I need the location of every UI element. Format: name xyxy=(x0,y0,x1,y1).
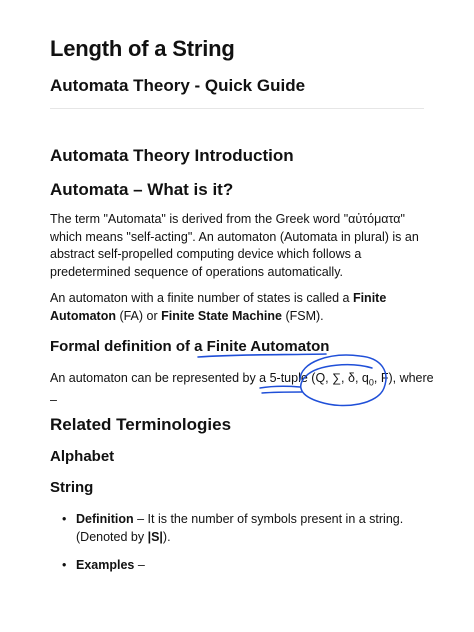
bold-term: Examples xyxy=(76,558,135,572)
list-item-examples xyxy=(50,557,436,575)
paragraph-text: An automaton can be represented by a xyxy=(50,371,270,385)
bold-term: Finite Automaton xyxy=(50,291,387,323)
page-title: Length of a String xyxy=(50,36,235,61)
tuple-open: (Q, ∑, δ, q xyxy=(307,371,369,385)
paragraph-text: The term "Automata" is derived from the Greek word "αὐτόματα" which means "self-acting". An automaton (Automata in plural) is an abstract self-propelled computing device which follows a predetermined sequence of operations automatically. xyxy=(50,212,419,279)
formal-definition-heading xyxy=(50,338,329,355)
bullet-list xyxy=(50,511,436,586)
subheading-alphabet: Alphabet xyxy=(50,448,115,465)
heading-underlined-term: Finite Automaton xyxy=(206,338,330,355)
paragraph-finite-automaton xyxy=(50,290,436,325)
list-text: – xyxy=(134,558,145,572)
divider xyxy=(50,108,424,109)
paragraph-text: (FA) or xyxy=(115,308,162,323)
bold-term: |S| xyxy=(147,529,163,544)
paragraph-definition xyxy=(50,211,436,281)
paragraph-text: An automaton with a finite number of states is called a xyxy=(50,291,353,305)
heading-prefix: Formal definition of a xyxy=(50,338,207,355)
subheading-string: String xyxy=(50,479,94,496)
list-text: ). xyxy=(162,529,171,544)
list-text: – It is the number of symbols present in a string. (Denoted by xyxy=(76,512,404,544)
paragraph-text: (FSM). xyxy=(281,308,324,323)
paragraph-text: , where – xyxy=(50,371,434,407)
page-subtitle: Automata Theory - Quick Guide xyxy=(50,76,306,95)
bullet-dot: • xyxy=(62,512,67,526)
tuple-subscript: 0 xyxy=(368,377,374,388)
section-heading-related: Related Terminologies xyxy=(50,415,232,434)
bold-term: Definition xyxy=(76,512,134,526)
list-item-definition xyxy=(50,511,436,546)
tuple-word: 5-tuple xyxy=(269,371,308,385)
tuple-close: , F) xyxy=(373,371,393,385)
section-heading-what: Automata – What is it? xyxy=(50,180,234,199)
section-heading-intro: Automata Theory Introduction xyxy=(50,146,294,165)
bullet-dot: • xyxy=(62,558,67,572)
paragraph-tuple xyxy=(50,370,436,410)
bold-term: Finite State Machine xyxy=(161,308,282,323)
